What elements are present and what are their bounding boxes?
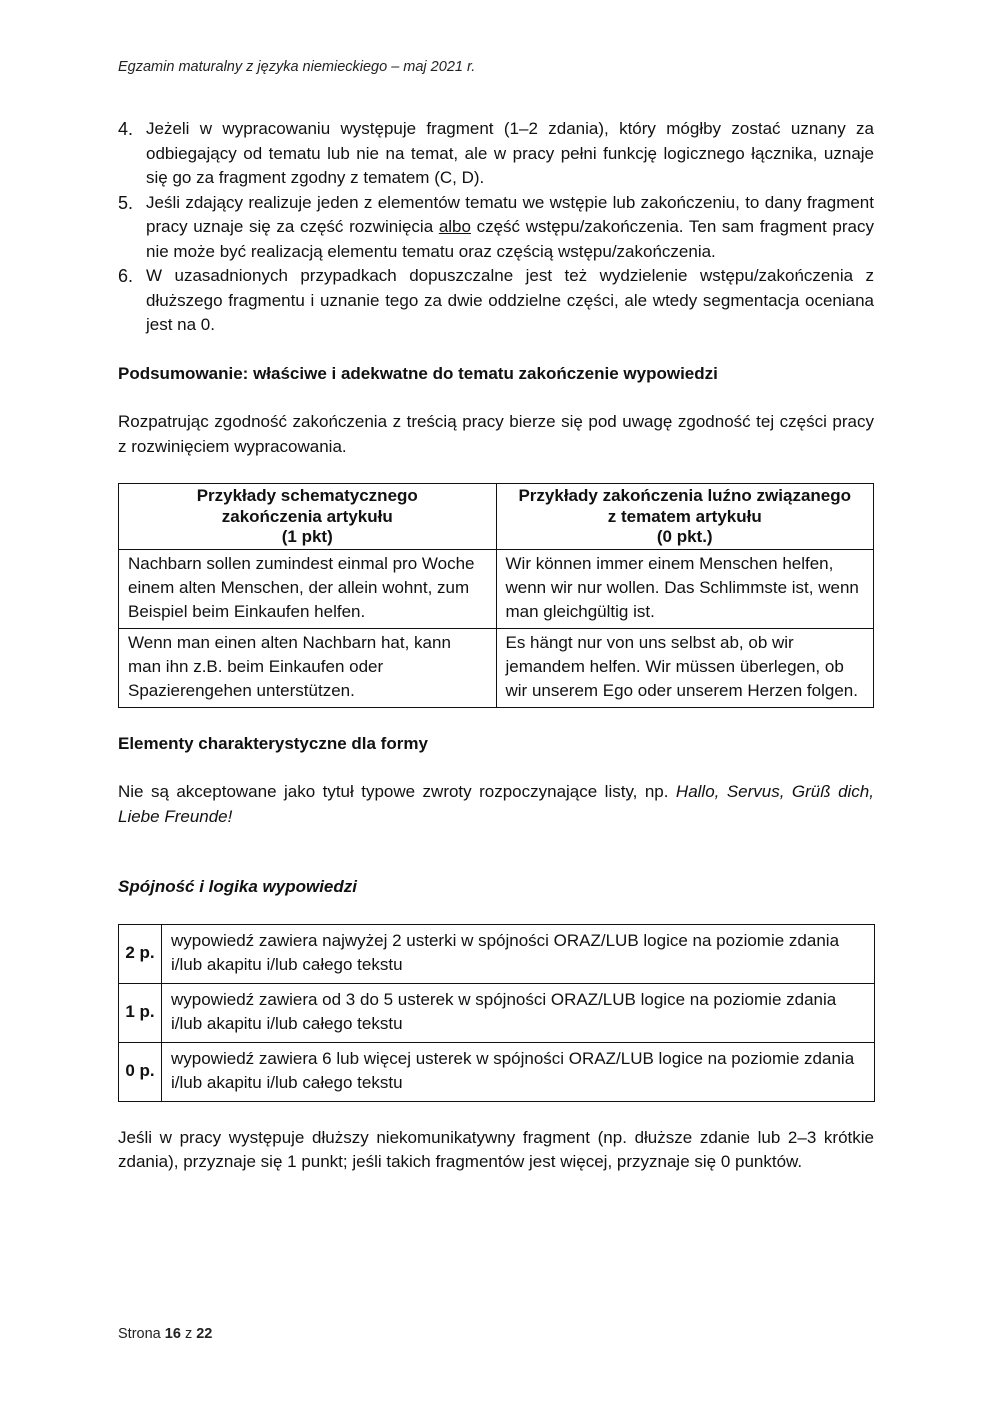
header-line: Przykłady schematycznego (196, 486, 418, 505)
scores-table (118, 924, 875, 1102)
item-number: 5. (118, 192, 134, 213)
table-row (119, 549, 874, 628)
item-text-part: Jeśli zdający realizuje jeden z elementów tematu we wstępie lub zakończeniu, to dany fragment pracy uznaje się za część rozwinięcia (146, 192, 874, 236)
page-footer (118, 1326, 212, 1342)
header-line: Przykłady zakończenia luźno związanego (518, 486, 852, 505)
header-line: z tematem artykułu (607, 506, 762, 526)
summary-paragraph: Rozpatrując zgodność zakończenia z treścią pracy bierze się pod uwagę zgodność tej części pracy z rozwinięciem wypracowania. (118, 412, 874, 456)
col2-header (496, 484, 874, 550)
form-paragraph (118, 780, 874, 829)
list-item (118, 191, 874, 265)
examples-table (118, 483, 874, 708)
score-description: wypowiedź zawiera najwyżej 2 usterki w spójności ORAZ/LUB logice na poziomie zdania i/lub akapitu i/lub całego tekstu (162, 924, 875, 983)
item-text (146, 117, 874, 191)
footer-prefix: Strona (118, 1326, 161, 1342)
header-line: zakończenia artykułu (221, 506, 393, 526)
table-header-row (119, 484, 874, 550)
score-description: wypowiedź zawiera od 3 do 5 usterek w spójności ORAZ/LUB logice na poziomie zdania i/lub akapitu i/lub całego tekstu (162, 983, 875, 1042)
summary-heading: Podsumowanie: właściwe i adekwatne do tematu zakończenie wypowiedzi (118, 363, 718, 383)
item-text-part: W uzasadnionych przypadkach dopuszczalne jest też wydzielenie wstępu/zakończenia z dłuższego fragmentu i uznanie tego za dwie oddzielne części, ale wtedy segmentacja oceniana jest na 0. (146, 266, 874, 334)
col1-header (119, 484, 497, 550)
header-line: (0 pkt.) (656, 527, 713, 546)
list-item (118, 117, 874, 191)
item-text (146, 191, 874, 265)
table-row (119, 924, 875, 983)
page-number: 16 (164, 1326, 181, 1342)
table-cell: Nachbarn sollen zumindest einmal pro Woche einem alten Menschen, der allein wohnt, zum Beispiel beim Einkaufen helfen. (119, 549, 497, 628)
underlined-word: albo (438, 217, 471, 236)
form-text: Nie są akceptowane jako tytuł typowe zwroty rozpoczynające listy, np. (118, 782, 676, 801)
final-paragraph: Jeśli w pracy występuje dłuższy niekomunikatywny fragment (np. dłuższe zdanie lub 2–3 krótkie zdania), przyznaje się 1 punkt; jeśli takich fragmentów jest więcej, przyznaje się 0 punktów. (118, 1127, 874, 1171)
table-row (119, 1042, 875, 1101)
header-line: (1 pkt) (281, 527, 333, 546)
score-points: 2 p. (119, 924, 162, 983)
page-header: Egzamin maturalny z języka niemieckiego – maj 2021 r. (118, 59, 476, 75)
score-points: 1 p. (119, 983, 162, 1042)
table-cell: Es hängt nur von uns selbst ab, ob wir jemandem helfen. Wir müssen überlegen, ob wir unserem Ego oder unserem Herzen folgen. (496, 628, 874, 707)
footer-separator: z (184, 1326, 193, 1342)
numbered-list (118, 117, 874, 338)
table-cell: Wenn man einen alten Nachbarn hat, kann man ihn z.B. beim Einkaufen oder Spazierengehen unterstützen. (119, 628, 497, 707)
score-description: wypowiedź zawiera 6 lub więcej usterek w spójności ORAZ/LUB logice na poziomie zdania i/lub akapitu i/lub całego tekstu (162, 1042, 875, 1101)
item-text-part: Jeżeli w wypracowaniu występuje fragment (1–2 zdania), który mógłby zostać uznany za odbiegający od tematu lub nie na temat, ale w pracy pełni funkcję logicznego łącznika, uznaje się go za fragment zgodny z tematem (C, D). (146, 119, 874, 187)
item-text-part: część wstępu/zakończenia. Ten sam fragment pracy nie może być realizacją elementu tematu oraz częścią wstępu/zakończenia. (146, 217, 875, 261)
list-item (118, 264, 874, 338)
item-number: 4. (118, 119, 134, 139)
score-points: 0 p. (119, 1042, 162, 1101)
page-content (118, 117, 874, 1175)
table-row (119, 628, 874, 707)
form-examples: Hallo, Servus, Grüß dich, Liebe Freunde! (118, 782, 874, 826)
form-heading: Elementy charakterystyczne dla formy (118, 733, 428, 753)
item-text (146, 264, 874, 338)
page-total: 22 (196, 1326, 213, 1342)
table-row (119, 983, 875, 1042)
coherence-heading: Spójność i logika wypowiedzi (118, 877, 357, 896)
item-number: 6. (118, 266, 134, 286)
table-cell: Wir können immer einem Menschen helfen, wenn wir nur wollen. Das Schlimmste ist, wenn man gleichgültig ist. (496, 549, 874, 628)
